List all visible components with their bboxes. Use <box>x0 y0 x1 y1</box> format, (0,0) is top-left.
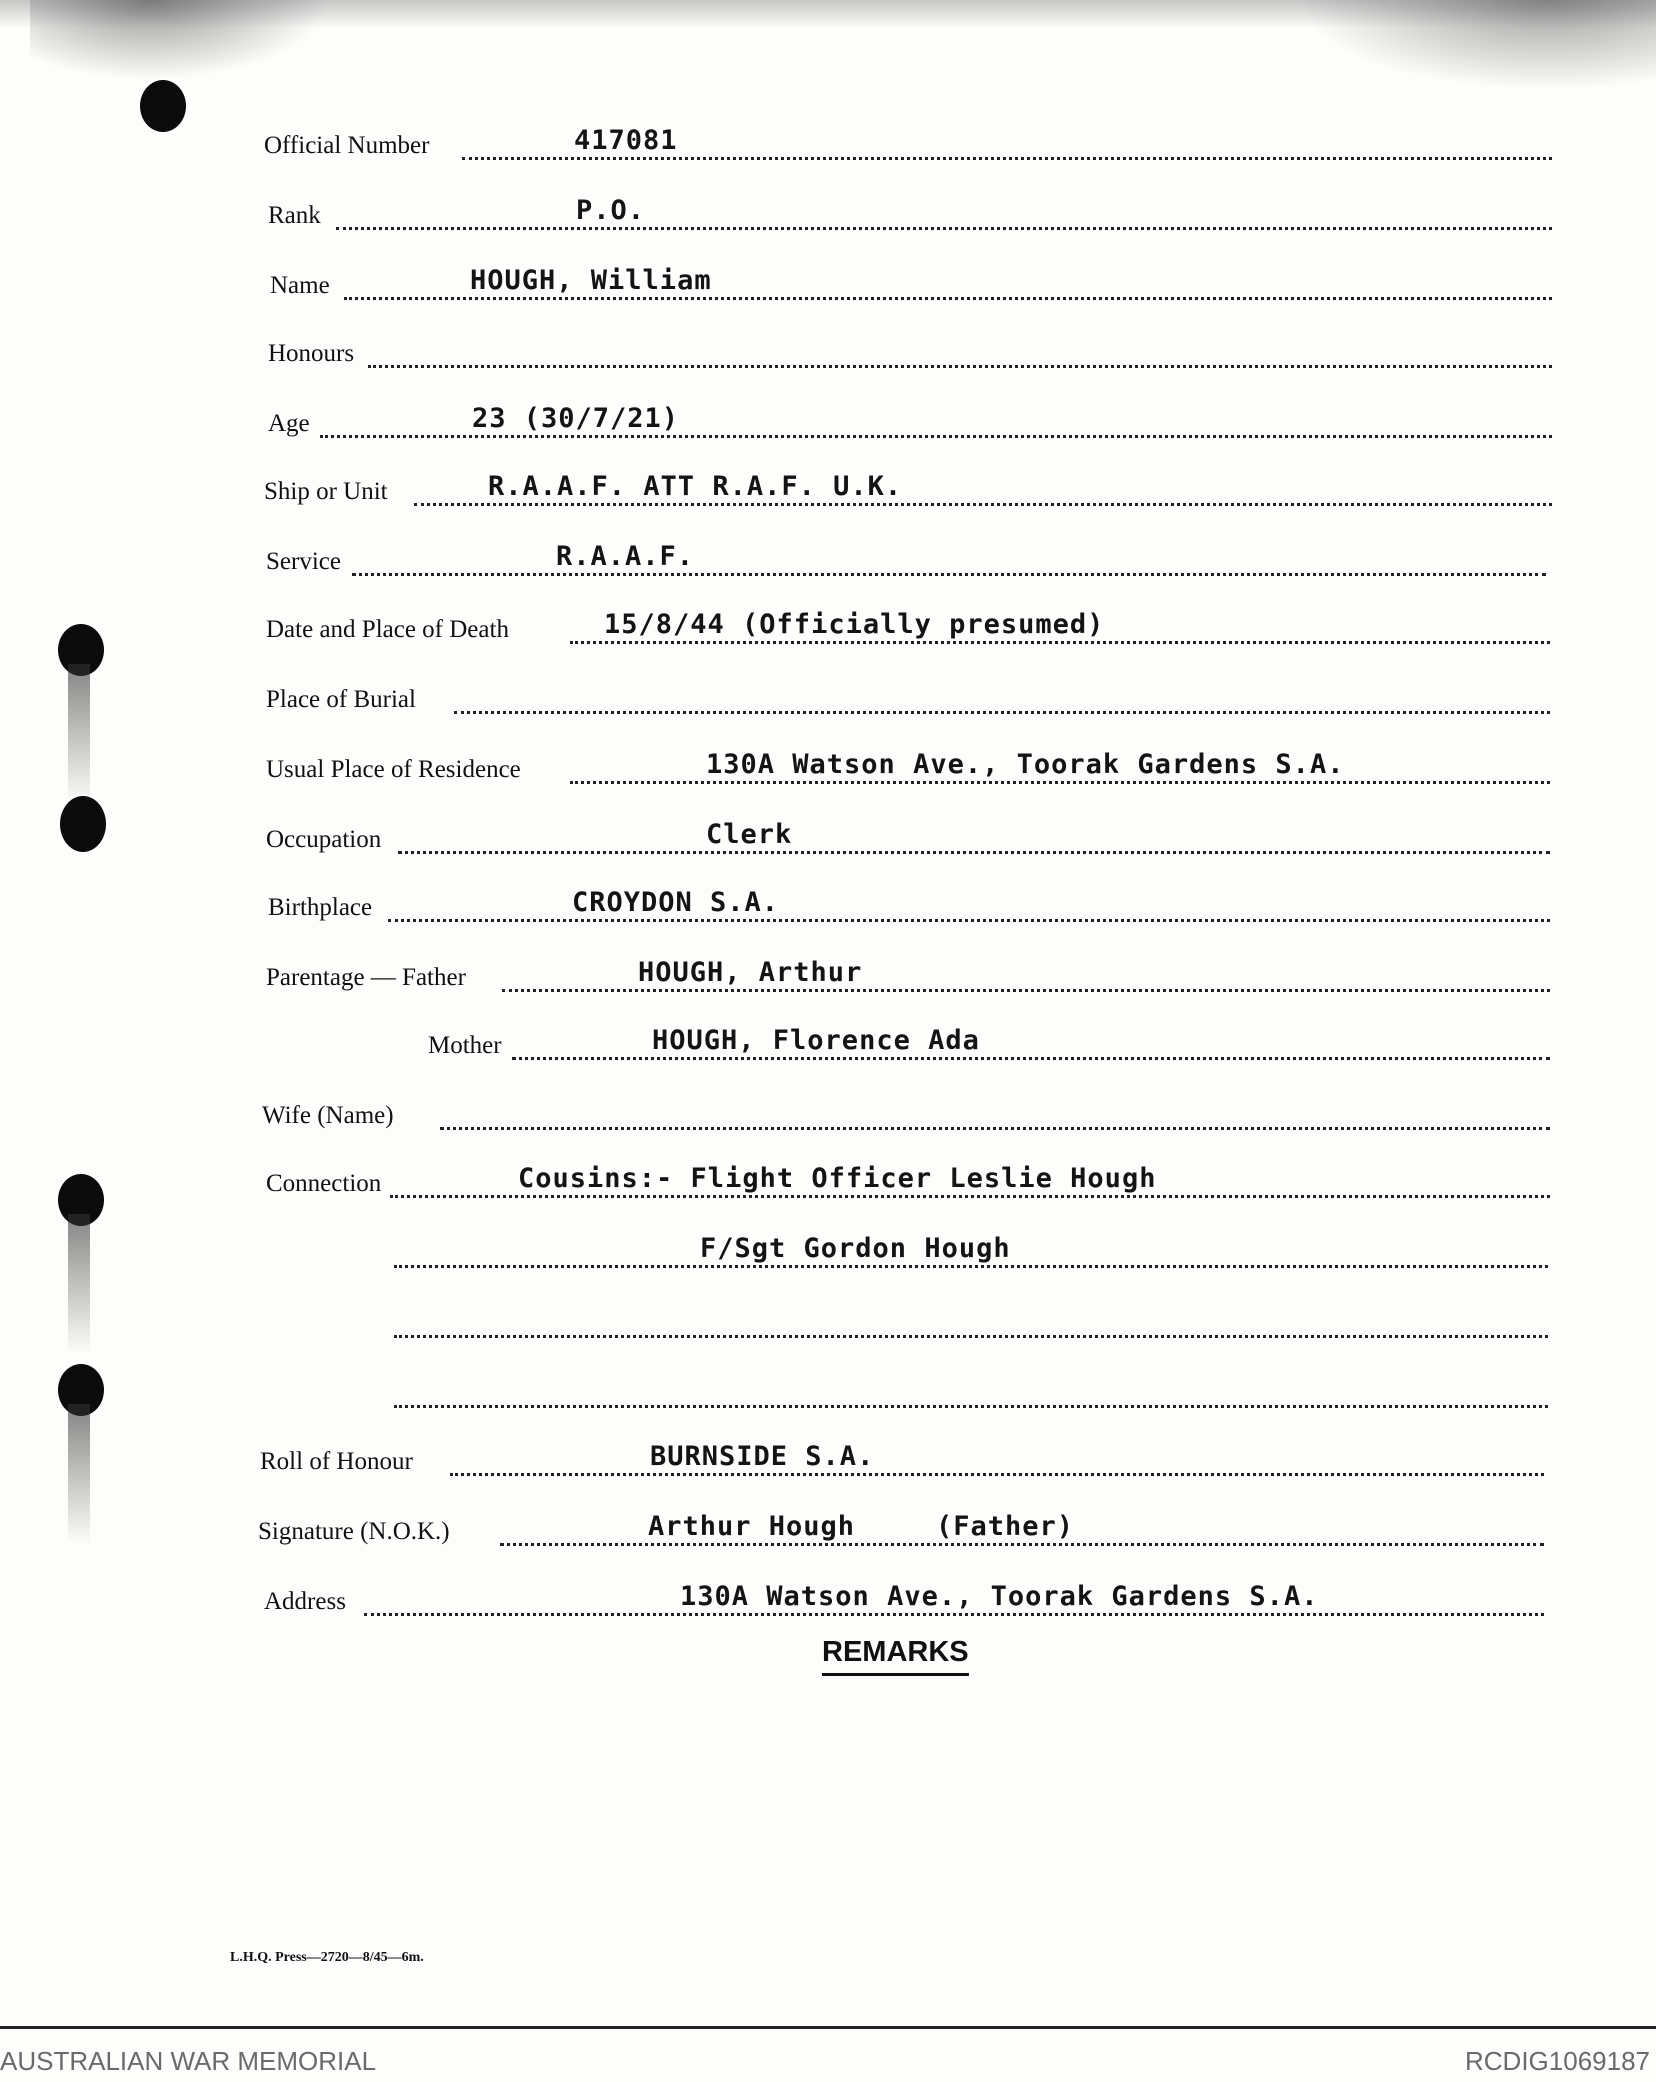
print-note: L.H.Q. Press—2720—8/45—6m. <box>230 1950 424 1965</box>
field-label: Age <box>268 410 310 437</box>
field-address <box>0 1582 1656 1622</box>
dotted-line <box>394 1335 1548 1338</box>
field-label: Connection <box>266 1170 382 1197</box>
field-value: 130A Watson Ave., Toorak Gardens S.A. <box>706 749 1345 780</box>
field-date-place-death <box>0 610 1656 650</box>
field-value: R.A.A.F. <box>556 541 695 572</box>
field-value: 23 (30/7/21) <box>472 403 680 434</box>
dotted-line <box>368 365 1552 368</box>
field-value: Cousins:- Flight Officer Leslie Hough <box>518 1163 1157 1194</box>
field-label: Place of Burial <box>266 686 416 713</box>
field-value: R.A.A.F. ATT R.A.F. U.K. <box>488 471 903 502</box>
field-signature <box>0 1512 1656 1552</box>
field-age <box>0 404 1656 444</box>
punch-hole-icon <box>140 80 186 132</box>
field-label: Address <box>264 1588 346 1615</box>
dotted-line <box>570 641 1550 644</box>
scan-shadow-right <box>1296 0 1656 90</box>
field-label: Official Number <box>264 132 430 159</box>
blank-line <box>0 1374 1656 1414</box>
dotted-line <box>364 1613 1544 1616</box>
field-birthplace <box>0 888 1656 928</box>
field-father <box>0 958 1656 998</box>
field-label: Birthplace <box>268 894 373 921</box>
blank-line <box>0 1304 1656 1344</box>
field-label: Rank <box>268 202 321 229</box>
field-honours <box>0 334 1656 374</box>
field-label: Service <box>266 548 341 575</box>
field-rank <box>0 196 1656 236</box>
field-connection <box>0 1164 1656 1204</box>
dotted-line <box>336 227 1552 230</box>
footer-archive-name: AUSTRALIAN WAR MEMORIAL <box>0 2046 377 2076</box>
field-label: Parentage — Father <box>266 964 466 991</box>
dotted-line <box>394 1405 1548 1408</box>
scan-bottom-edge <box>0 2026 1656 2029</box>
field-value-suffix: (Father) <box>936 1511 1075 1542</box>
field-value: HOUGH, Florence Ada <box>652 1025 980 1056</box>
dotted-line <box>512 1057 1550 1060</box>
field-mother <box>0 1026 1656 1066</box>
dotted-line <box>502 989 1550 992</box>
dotted-line <box>390 1195 1550 1198</box>
field-label: Wife (Name) <box>262 1102 394 1129</box>
field-value: Arthur Hough <box>648 1511 856 1542</box>
field-value: HOUGH, Arthur <box>638 957 863 988</box>
dotted-line <box>388 919 1550 922</box>
dotted-line <box>440 1127 1550 1130</box>
field-value: P.O. <box>576 195 646 226</box>
field-value: Clerk <box>706 819 793 850</box>
footer-record-id: RCDIG1069187 <box>1465 2046 1650 2076</box>
dotted-line <box>344 297 1552 300</box>
field-label: Roll of Honour <box>260 1448 413 1475</box>
field-connection-line2 <box>0 1234 1656 1274</box>
dotted-line <box>414 503 1552 506</box>
field-official-number <box>0 126 1656 166</box>
field-ship-or-unit <box>0 472 1656 512</box>
field-label: Ship or Unit <box>264 478 388 505</box>
field-usual-residence <box>0 750 1656 790</box>
dotted-line <box>462 157 1552 160</box>
field-value: BURNSIDE S.A. <box>650 1441 875 1472</box>
field-label: Mother <box>428 1032 502 1059</box>
field-label: Usual Place of Residence <box>266 756 521 783</box>
field-value: F/Sgt Gordon Hough <box>700 1233 1011 1264</box>
dotted-line <box>320 435 1552 438</box>
field-value: 417081 <box>574 125 678 156</box>
dotted-line <box>454 711 1550 714</box>
field-occupation <box>0 820 1656 860</box>
remarks-heading: REMARKS <box>822 1636 969 1676</box>
dotted-line <box>450 1473 1544 1476</box>
scan-shadow-left <box>30 0 330 80</box>
field-service <box>0 542 1656 582</box>
field-label: Occupation <box>266 826 382 853</box>
dotted-line <box>352 573 1546 576</box>
dotted-line <box>500 1543 1544 1546</box>
field-label: Honours <box>268 340 355 367</box>
field-value: 130A Watson Ave., Toorak Gardens S.A. <box>680 1581 1319 1612</box>
field-label: Signature (N.O.K.) <box>258 1518 450 1545</box>
dotted-line <box>394 1265 1548 1268</box>
field-value: HOUGH, William <box>470 265 712 296</box>
field-name <box>0 266 1656 306</box>
field-label: Date and Place of Death <box>266 616 509 643</box>
field-roll-of-honour <box>0 1442 1656 1482</box>
dotted-line <box>398 851 1550 854</box>
dotted-line <box>570 781 1550 784</box>
field-label: Name <box>270 272 330 299</box>
field-place-of-burial <box>0 680 1656 720</box>
field-value: CROYDON S.A. <box>572 887 780 918</box>
field-value: 15/8/44 (Officially presumed) <box>604 609 1105 640</box>
field-wife <box>0 1096 1656 1136</box>
